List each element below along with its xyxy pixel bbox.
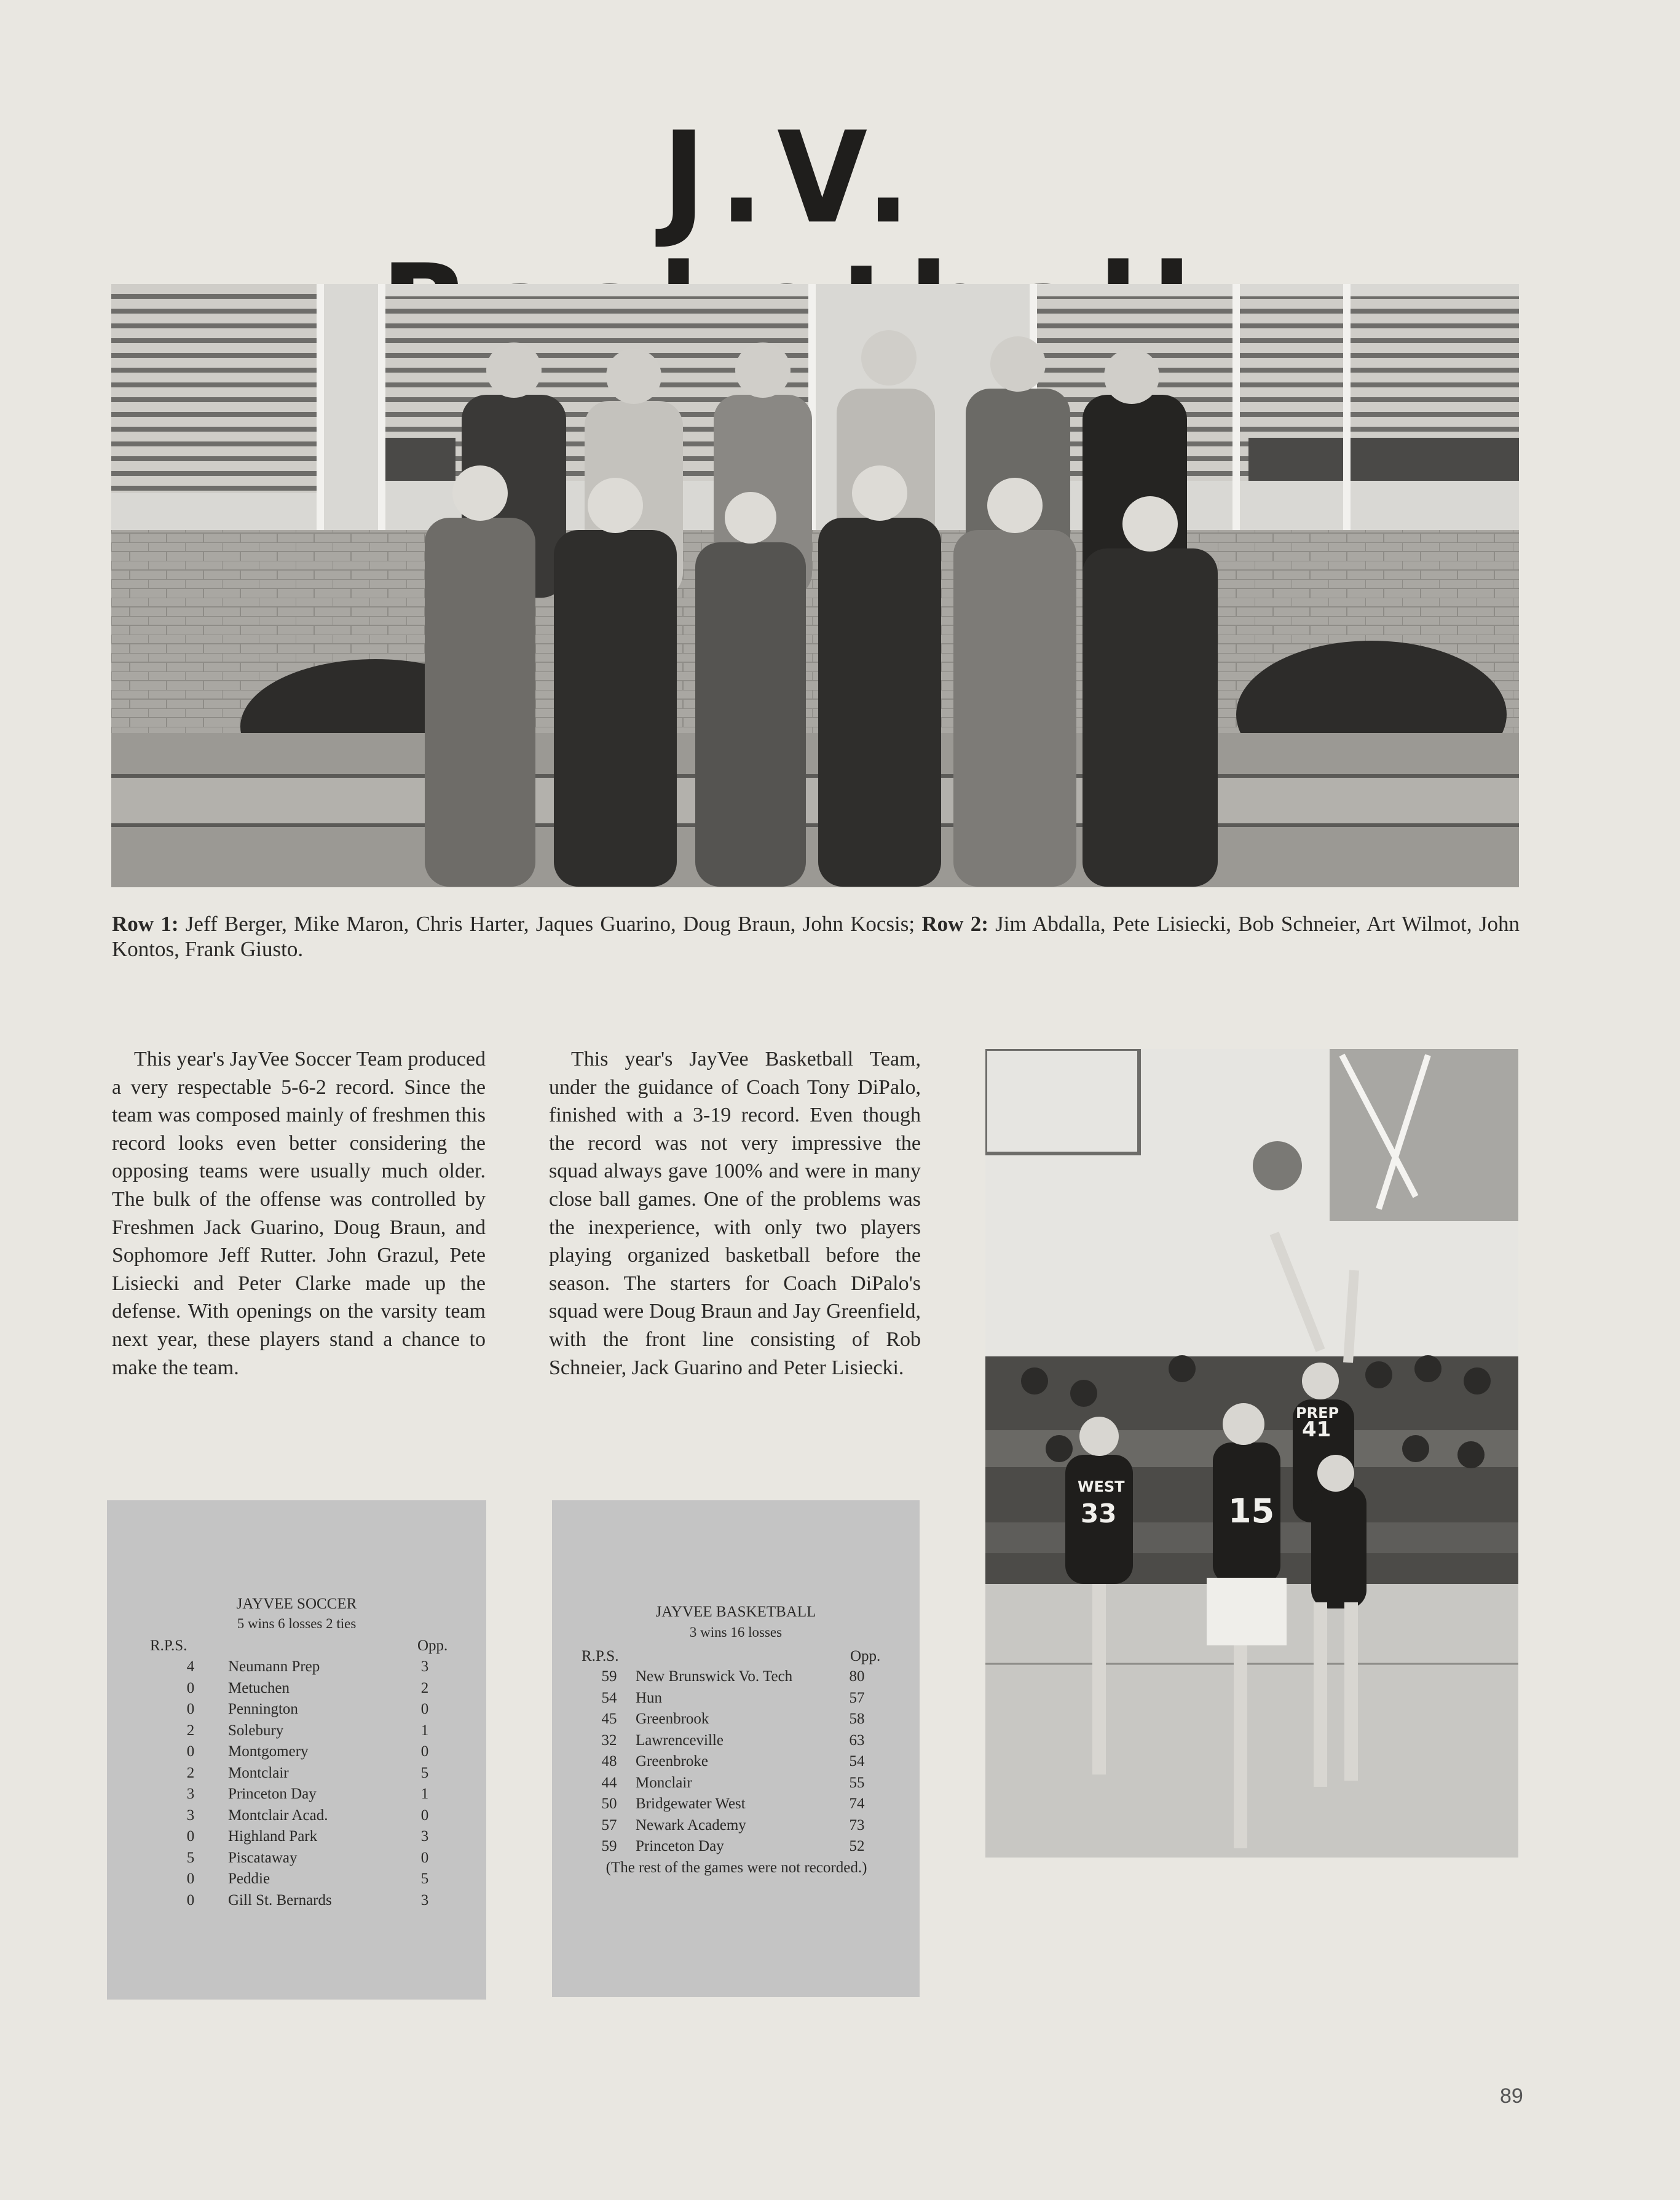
basketball-results-box bbox=[552, 1500, 920, 1997]
score-opp: 63 bbox=[849, 1731, 865, 1749]
table-row bbox=[153, 1656, 443, 1678]
table-row bbox=[153, 1763, 443, 1784]
score-rps: 48 bbox=[601, 1753, 617, 1770]
opponent-name: Neumann Prep bbox=[228, 1658, 320, 1675]
team-photo bbox=[111, 284, 1519, 887]
score-rps: 57 bbox=[601, 1816, 617, 1834]
score-opp: 0 bbox=[420, 1701, 429, 1717]
jersey-text-prep: PREP bbox=[1296, 1404, 1339, 1422]
score-opp: 5 bbox=[420, 1764, 429, 1781]
score-rps: 54 bbox=[601, 1689, 617, 1706]
score-rps: 0 bbox=[186, 1891, 195, 1909]
game-photo-illustration bbox=[985, 1049, 1518, 1858]
score-opp: 74 bbox=[849, 1795, 865, 1812]
table-row bbox=[153, 1741, 443, 1763]
table-row bbox=[583, 1688, 875, 1709]
table-row bbox=[583, 1751, 875, 1773]
page-number: 89 bbox=[1500, 2084, 1523, 2108]
caption-row1-names: Jeff Berger, Mike Maron, Chris Harter, Jaques Guarino, Doug Braun, John Kocsis; bbox=[178, 912, 922, 936]
opponent-name: Highland Park bbox=[228, 1828, 318, 1845]
basketball-box-record: 3 wins 16 losses bbox=[689, 1624, 783, 1640]
opponent-name: Monclair bbox=[636, 1774, 692, 1791]
basketball-box-heading: JAYVEE BASKETBALL bbox=[655, 1604, 816, 1620]
soccer-col-rps: R.P.S. bbox=[150, 1637, 187, 1654]
caption-row2-label: Row 2: bbox=[921, 912, 988, 936]
opponent-name: Bridgewater West bbox=[636, 1795, 746, 1812]
soccer-paragraph: This year's JayVee Soccer Team produced a very respectable 5-6-2 record. Since the team was composed mainly of freshmen this record looks even better considering the opposing teams were usually much older. The bulk of the offense was controlled by Freshmen Jack Guarino, Doug Braun, and Sophomore Jeff Rutter. John Grazul, Pete Lisiecki and Peter Clarke made up the defense. With openings on the varsity team next year, these players stand a chance to make the team. bbox=[112, 1048, 486, 1379]
basketball-article bbox=[549, 1045, 921, 1382]
score-rps: 0 bbox=[186, 1743, 195, 1760]
opponent-name: New Brunswick Vo. Tech bbox=[636, 1668, 793, 1685]
score-rps: 59 bbox=[601, 1668, 617, 1685]
basketball-results-table bbox=[583, 1666, 875, 1858]
table-row bbox=[583, 1815, 875, 1837]
score-rps: 2 bbox=[186, 1722, 195, 1739]
opponent-name: Princeton Day bbox=[636, 1838, 724, 1854]
soccer-col-opp: Opp. bbox=[417, 1637, 448, 1654]
opponent-name: Lawrenceville bbox=[636, 1731, 724, 1749]
photo-caption bbox=[112, 911, 1520, 962]
score-rps: 50 bbox=[601, 1795, 617, 1812]
table-row bbox=[583, 1773, 875, 1794]
opponent-name: Montgomery bbox=[228, 1743, 309, 1760]
score-rps: 0 bbox=[186, 1679, 195, 1696]
game-action-photo bbox=[985, 1049, 1518, 1858]
soccer-box-record: 5 wins 6 losses 2 ties bbox=[237, 1616, 357, 1631]
caption-row1-label: Row 1: bbox=[112, 912, 179, 936]
table-row bbox=[153, 1784, 443, 1805]
soccer-box-heading: JAYVEE SOCCER bbox=[236, 1596, 357, 1612]
score-rps: 4 bbox=[186, 1658, 195, 1675]
opponent-name: Newark Academy bbox=[636, 1816, 746, 1834]
score-rps: 32 bbox=[601, 1731, 617, 1749]
score-opp: 52 bbox=[849, 1838, 865, 1854]
table-row bbox=[153, 1805, 443, 1827]
table-row bbox=[153, 1890, 443, 1912]
score-rps: 0 bbox=[186, 1701, 195, 1717]
table-row bbox=[583, 1730, 875, 1752]
score-opp: 57 bbox=[849, 1689, 865, 1706]
score-rps: 2 bbox=[186, 1764, 195, 1781]
opponent-name: Greenbrook bbox=[636, 1711, 709, 1727]
score-opp: 54 bbox=[849, 1753, 865, 1770]
table-row bbox=[583, 1836, 875, 1858]
soccer-article bbox=[112, 1045, 486, 1382]
opponent-name: Metuchen bbox=[228, 1679, 290, 1696]
score-rps: 45 bbox=[601, 1711, 617, 1727]
caption-row2-names: Jim Abdalla, Pete Lisiecki, Bob Schneier, Art Wilmot, John Kontos, Frank Giusto. bbox=[112, 912, 1520, 961]
score-rps: 0 bbox=[186, 1870, 195, 1887]
basketball-col-rps: R.P.S. bbox=[582, 1648, 619, 1664]
score-rps: 3 bbox=[186, 1786, 195, 1802]
basketball-col-opp: Opp. bbox=[850, 1648, 881, 1664]
opponent-name: Peddie bbox=[228, 1870, 270, 1887]
score-opp: 3 bbox=[420, 1828, 429, 1845]
table-row bbox=[153, 1869, 443, 1890]
opponent-name: Princeton Day bbox=[228, 1786, 317, 1802]
score-rps: 44 bbox=[601, 1774, 617, 1791]
score-opp: 1 bbox=[420, 1786, 429, 1802]
score-opp: 0 bbox=[420, 1743, 429, 1760]
opponent-name: Piscataway bbox=[228, 1849, 298, 1866]
jersey-number-33: 33 bbox=[1081, 1498, 1117, 1529]
score-opp: 2 bbox=[420, 1679, 429, 1696]
table-row bbox=[583, 1666, 875, 1688]
page-title: J.V. bbox=[662, 105, 924, 251]
score-opp: 0 bbox=[420, 1849, 429, 1866]
score-opp: 55 bbox=[849, 1774, 865, 1791]
opponent-name: Solebury bbox=[228, 1722, 284, 1739]
opponent-name: Gill St. Bernards bbox=[228, 1891, 332, 1909]
score-rps: 59 bbox=[601, 1838, 617, 1854]
score-opp: 58 bbox=[849, 1711, 865, 1727]
opponent-name: Greenbroke bbox=[636, 1753, 708, 1770]
team-photo-illustration bbox=[111, 284, 1519, 887]
table-row bbox=[583, 1794, 875, 1815]
score-opp: 80 bbox=[849, 1668, 865, 1685]
score-rps: 0 bbox=[186, 1828, 195, 1845]
table-row bbox=[153, 1848, 443, 1869]
basketball-paragraph: This year's JayVee Basketball Team, under the guidance of Coach Tony DiPalo, finished with a 3-19 record. Even though the record was not very impressive the squad always gave 100% and were in many close ball games. One of the problems was the inexperience, with only two players playing organized basketball before the season. The starters for Coach DiPalo's squad were Doug Braun and Jay Greenfield, with the front line consisting of Rob Schneier, Jack Guarino and Peter Lisiecki. bbox=[549, 1048, 921, 1379]
soccer-results-table bbox=[153, 1656, 443, 1911]
opponent-name: Hun bbox=[636, 1689, 663, 1706]
score-rps: 5 bbox=[186, 1849, 195, 1866]
basketball-box-note: (The rest of the games were not recorded.) bbox=[605, 1859, 867, 1876]
score-opp: 1 bbox=[420, 1722, 429, 1739]
table-row bbox=[583, 1709, 875, 1730]
table-row bbox=[153, 1720, 443, 1742]
score-rps: 3 bbox=[186, 1806, 195, 1824]
score-opp: 5 bbox=[420, 1870, 429, 1887]
soccer-results-box bbox=[107, 1500, 486, 2000]
table-row bbox=[153, 1678, 443, 1699]
table-row bbox=[153, 1826, 443, 1848]
opponent-name: Montclair Acad. bbox=[228, 1806, 328, 1824]
score-opp: 3 bbox=[420, 1658, 429, 1675]
opponent-name: Montclair bbox=[228, 1764, 289, 1781]
jersey-text-west: WEST bbox=[1078, 1478, 1125, 1495]
opponent-name: Pennington bbox=[228, 1701, 298, 1717]
score-opp: 0 bbox=[420, 1806, 429, 1824]
jersey-number-15: 15 bbox=[1228, 1492, 1275, 1530]
jersey-number-41: 41 bbox=[1302, 1417, 1331, 1442]
score-opp: 73 bbox=[849, 1816, 865, 1834]
table-row bbox=[153, 1699, 443, 1720]
score-opp: 3 bbox=[420, 1891, 429, 1909]
